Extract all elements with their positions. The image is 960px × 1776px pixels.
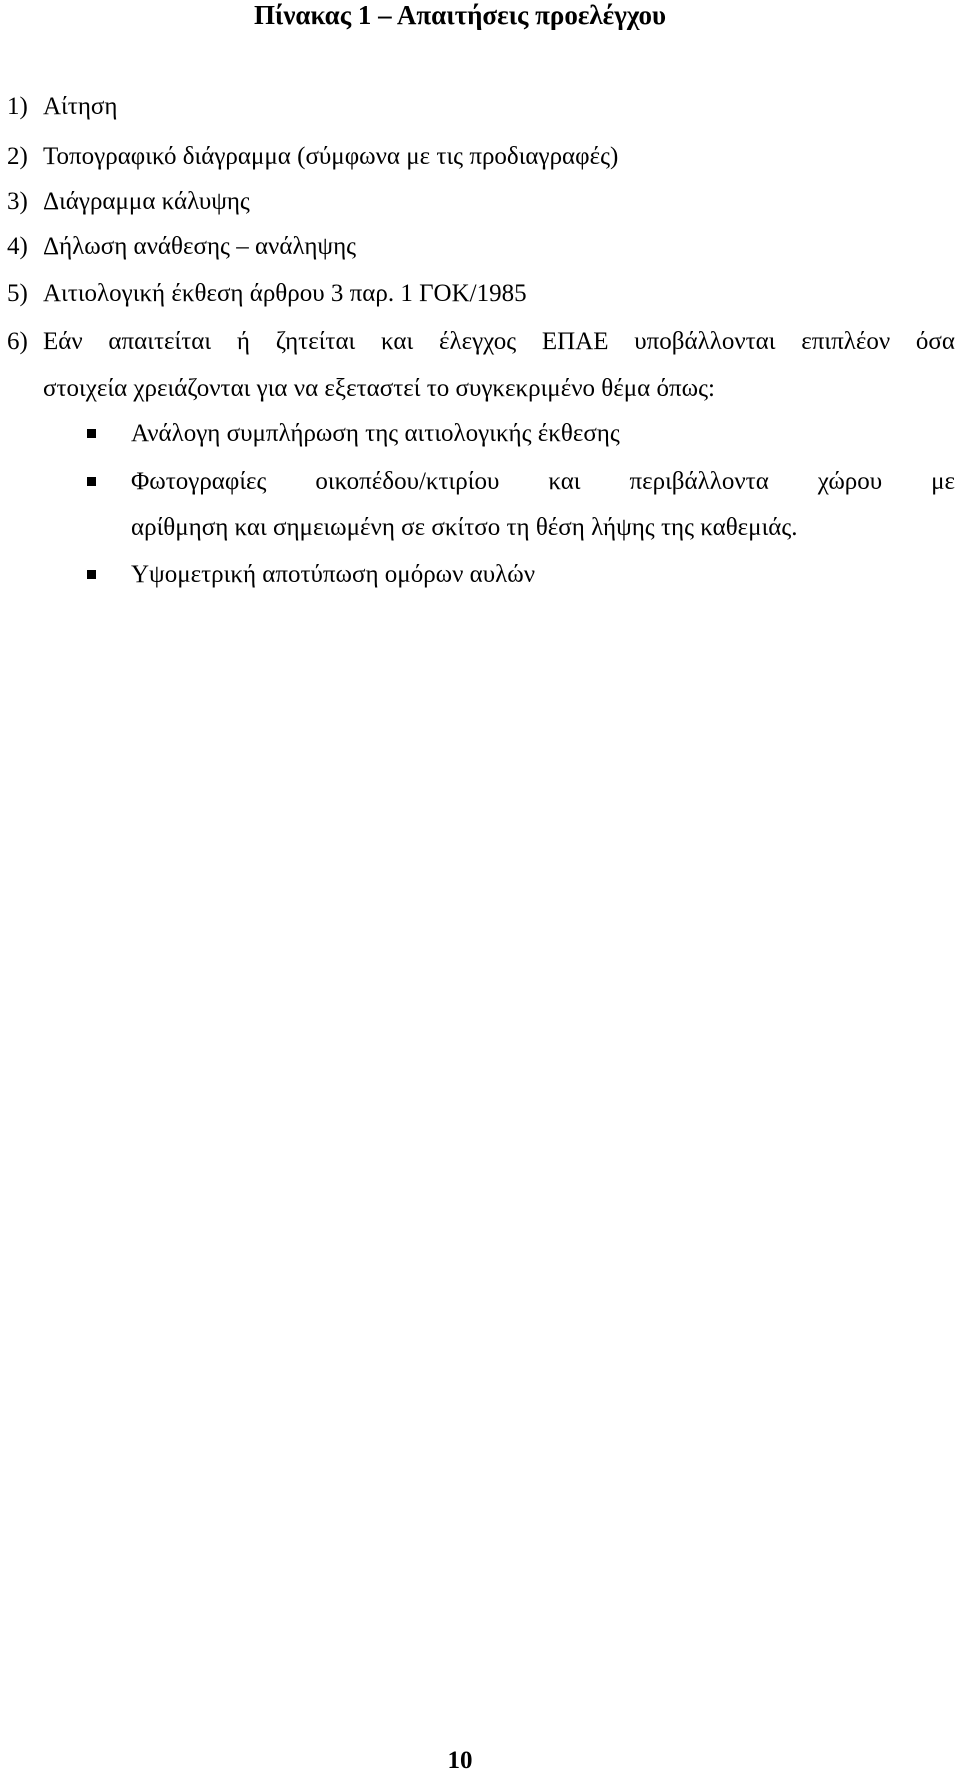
list-item-number: 1) bbox=[7, 93, 28, 120]
list-item-number: 2) bbox=[7, 143, 28, 170]
list-item-number: 3) bbox=[7, 188, 28, 215]
table-title: Πίνακας 1 – Απαιτήσεις προελέγχου bbox=[253, 0, 667, 30]
square-bullet-icon bbox=[87, 477, 96, 486]
list-item bbox=[7, 186, 250, 218]
list-item-number: 6) bbox=[7, 328, 28, 355]
page-number: 10 bbox=[447, 1747, 473, 1774]
list-item bbox=[7, 141, 618, 173]
list-item-text: Αιτιολογική έκθεση άρθρου 3 παρ. 1 ΓΟΚ/1985 bbox=[43, 280, 527, 307]
list-item-text: Δήλωση ανάθεσης – ανάληψης bbox=[43, 233, 357, 260]
bullet-item-text-line-2: αρίθμηση και σημειωμένη σε σκίτσο τη θέση λήψης της καθεμιάς. bbox=[131, 514, 798, 541]
list-item-text: Αίτηση bbox=[43, 93, 118, 120]
list-item bbox=[7, 278, 527, 310]
bullet-item-text: Υψομετρική αποτύπωση ομόρων αυλών bbox=[131, 561, 536, 588]
list-item-text: Εάν απαιτείται ή ζητείται και έλεγχος ΕΠΑΕ υποβάλλονται επιπλέον όσα bbox=[43, 328, 955, 355]
list-item bbox=[7, 91, 117, 123]
list-item-number: 5) bbox=[7, 280, 28, 307]
list-item-text: Τοπογραφικό διάγραμμα (σύμφωνα με τις προδιαγραφές) bbox=[43, 143, 619, 170]
list-item bbox=[7, 231, 356, 263]
bullet-item-text: Ανάλογη συμπλήρωση της αιτιολογικής έκθεσης bbox=[131, 420, 620, 447]
square-bullet-icon bbox=[87, 570, 96, 579]
list-item-number: 4) bbox=[7, 233, 28, 260]
list-item-6-line-2: στοιχεία χρειάζονται για να εξεταστεί το συγκεκριμένο θέμα όπως: bbox=[43, 375, 715, 402]
bullet-item-text-line-1: Φωτογραφίες οικοπέδου/κτιρίου και περιβάλλοντα χώρου με bbox=[131, 468, 955, 495]
list-item-text: Διάγραμμα κάλυψης bbox=[43, 188, 250, 215]
square-bullet-icon bbox=[87, 429, 96, 438]
list-item-6-line-1 bbox=[7, 326, 955, 358]
